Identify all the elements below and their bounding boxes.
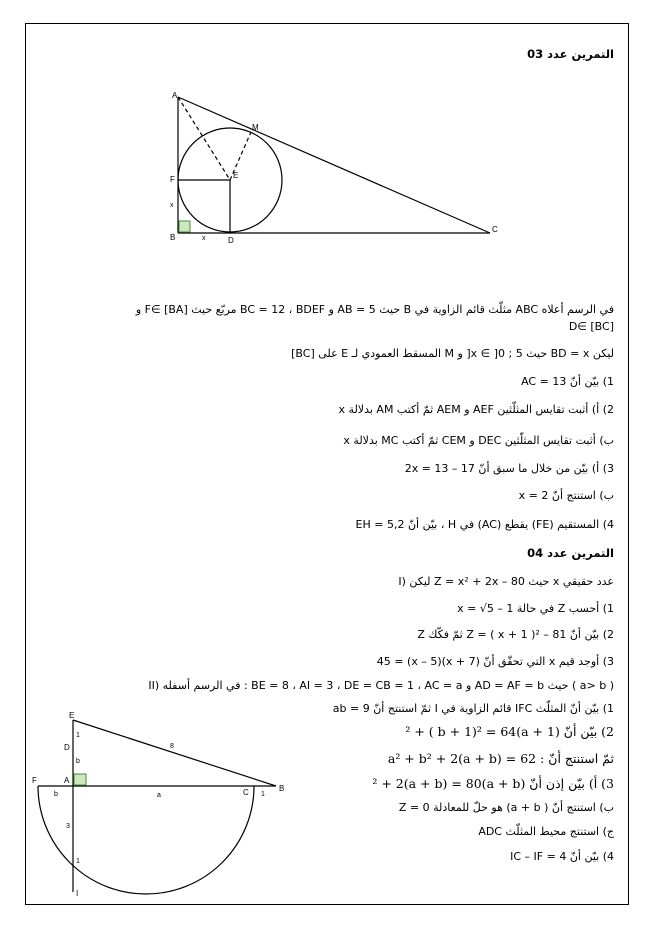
ex4-II-question-1: 1) بيّن أنّ المثلّث IFC قائم الزاوية في I ثمّ استنتج أنّ ab = 9	[332, 702, 614, 715]
segment-EB	[73, 720, 276, 786]
label-seg-1-CB: 1	[261, 791, 265, 798]
label-seg-8: 8	[170, 743, 174, 750]
ex4-II-question-2-deduce: ثمّ استنتج أنّ : a² + b² + 2(a + b) = 62	[387, 751, 614, 766]
label-x-horizontal: x	[202, 235, 206, 242]
ex3-question-2a: 2) أ) أثبت تقايس المثلّثين AEF و AEM ثمّ أكتب AM بدلالة x	[338, 403, 614, 416]
label-A: A	[172, 91, 178, 100]
label-seg-1-I: 1	[76, 858, 80, 865]
ex3-question-3b: ب) استنتج أنّ x = 2	[518, 489, 614, 502]
ex4-question-1: 1) أحسب Z في حالة x = √5 – 1	[457, 602, 614, 615]
label-seg-3: 3	[66, 823, 70, 830]
label-C: C	[492, 225, 498, 234]
ex4-question-3: 3) أوجد قيم x التي تحقّق أنّ (x + 7)(x – 5) = 45	[376, 655, 614, 668]
label-F2: F	[32, 776, 37, 785]
ex4-part-II: II) في الرسم أسفله : BE = 8 ، AI = 3 ، DE = CB = 1 ، AC = a و AD = AF = b حيث ( a> b )	[148, 679, 614, 692]
ex4-II-question-4: 4) بيّن أنّ IC – IF = 4	[510, 850, 614, 863]
ex3-question-2b: ب) أثبت تقايس المثلّثين DEC و CEM ثمّ أكتب MC بدلالة x	[343, 434, 614, 447]
label-C2: C	[243, 788, 249, 797]
ex3-question-4: 4) المستقيم (FE) يقطع (AC) في H ، بيّن أنّ EH = 5,2	[355, 518, 614, 531]
exercise-3-title: التمرين عدد 03	[527, 47, 614, 61]
label-seg-a: a	[157, 792, 161, 799]
label-x-vertical: x	[170, 202, 174, 209]
label-B2: B	[279, 784, 285, 793]
ex3-question-3a: 3) أ) بيّن من خلال ما سبق أنّ 17 – 2x = 13	[404, 462, 614, 475]
label-seg-b: b	[54, 791, 58, 798]
label-E: E	[233, 171, 239, 180]
label-F: F	[170, 175, 175, 184]
ex3-intro-line2: D∈ [BC]	[568, 320, 614, 333]
label-seg-b-AD: b	[76, 758, 80, 765]
label-E2: E	[69, 711, 75, 720]
label-B: B	[170, 233, 176, 242]
semicircle-arc	[38, 786, 254, 894]
ex4-II-question-3c: ج) استنتج محيط المثلّث ADC	[478, 825, 614, 838]
label-seg-1-DE: 1	[76, 732, 80, 739]
ex3-intro-line1: في الرسم أعلاه ABC مثلّث قائم الزاوية في B حيث AB = 5 و BC = 12 ، BDEF مربّع حيث F∈ [BA] و	[135, 303, 614, 316]
ex3-question-1: 1) بيّن أنّ AC = 13	[521, 375, 614, 388]
label-A2: A	[64, 776, 70, 785]
ex4-II-question-3b: ب) استنتج أنّ ( a + b) هو حلّ للمعادلة Z = 0	[398, 801, 614, 814]
exercise-4-title: التمرين عدد 04	[527, 546, 614, 560]
ex3-intro-line3: ليكن BD = x حيث x ∈ ]0 ; 5[ و M المسقط العمودي لـ E على [BC]	[291, 347, 614, 360]
label-M: M	[252, 123, 259, 132]
label-I2: I	[76, 889, 79, 898]
right-angle-marker-A	[74, 774, 86, 785]
label-D2: D	[64, 743, 70, 752]
label-D: D	[228, 236, 234, 245]
ex4-part-I: I) ليكن Z = x² + 2x – 80 حيث x عدد حقيقي	[398, 575, 614, 588]
ex4-question-2: 2) بيّن أنّ Z = ( x + 1 )² – 81 ثمّ فكّك Z	[417, 628, 614, 641]
ex4-II-question-3a: 3) أ) بيّن إذن أنّ (a + b)² + 2(a + b) = 80	[372, 776, 614, 791]
ex4-II-question-2: 2) بيّن أنّ (a + 1)² + ( b + 1)² = 64	[405, 724, 614, 739]
